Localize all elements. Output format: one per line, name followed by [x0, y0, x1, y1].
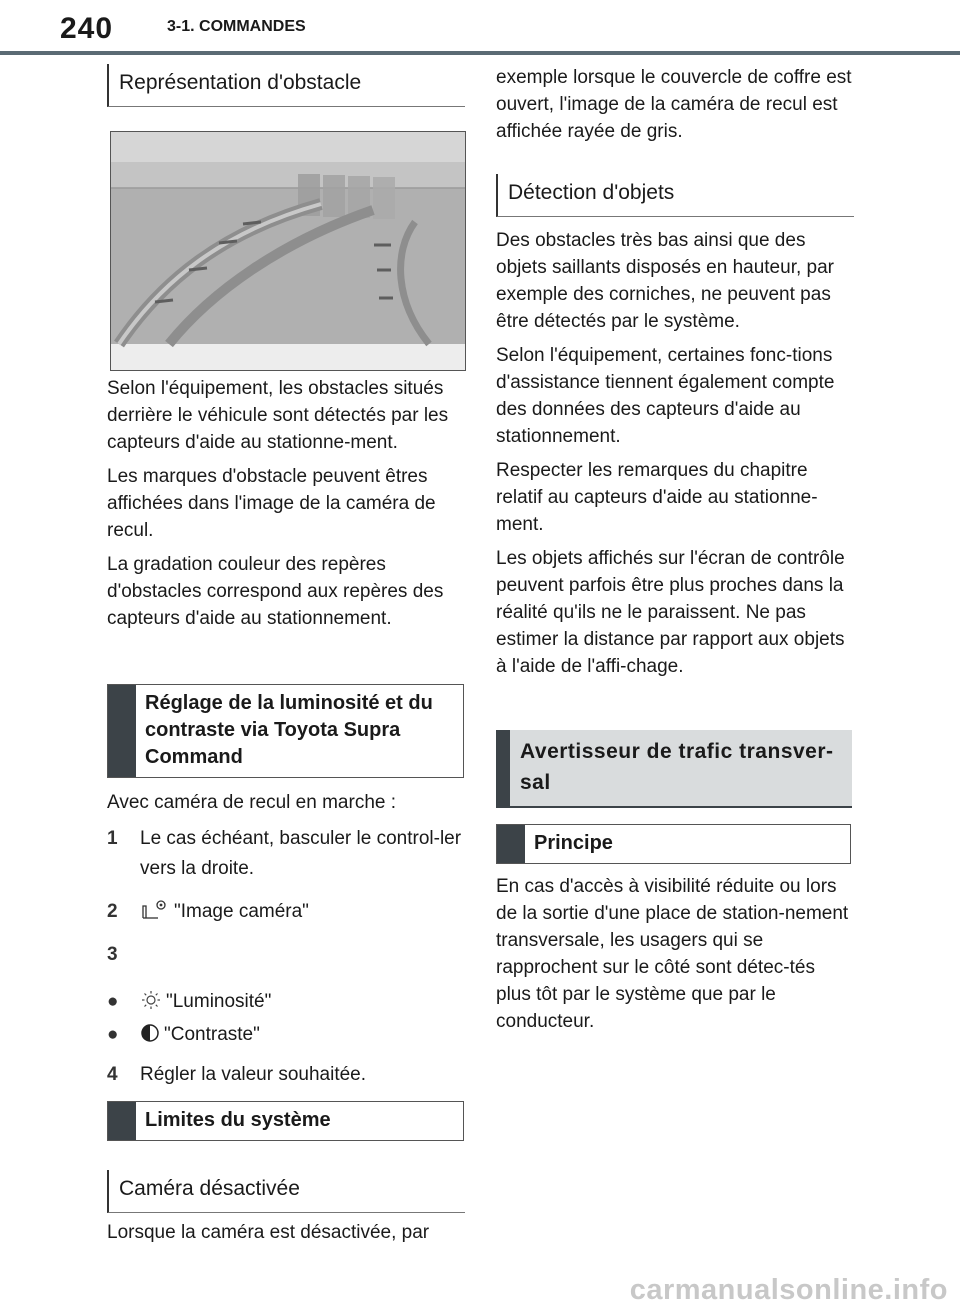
heading-obstacle: Représentation d'obstacle: [107, 64, 465, 107]
paragraph: Respecter les remarques du chapitre relatif au capteurs d'aide au stationne-ment.: [496, 460, 818, 535]
heading-limites: [107, 1101, 464, 1141]
paragraph: exemple lorsque le couvercle de coffre est ouvert, l'image de la caméra de recul est affichée rayée de gris.: [496, 67, 852, 142]
step-text: Régler la valeur souhaitée.: [140, 1064, 367, 1085]
left-tail: [107, 1219, 465, 1253]
sun-icon: [140, 990, 162, 1010]
step-number: 4: [107, 1064, 118, 1085]
watermark: carmanualsonline.info: [629, 1274, 948, 1306]
paragraph: Les objets affichés sur l'écran de contrôle peuvent parfois être plus proches dans la réalité qu'ils ne le paraissent. Ne pas estimer la distance par rapport aux objets à l'aide de l'affi-chage.: [496, 548, 845, 677]
page-number: 240: [60, 12, 114, 45]
paragraph: Selon l'équipement, certaines fonc-tions d'assistance tiennent également compte des données des capteurs d'aide au stationnement.: [496, 345, 835, 447]
step-number: 1: [107, 828, 118, 849]
heading-reglage-text: Réglage de la luminosité et du contraste via Toyota Supra Command: [145, 692, 433, 768]
step-text: "Image caméra": [174, 901, 309, 922]
heading-bar: [108, 685, 136, 777]
right-principe-body: [496, 873, 854, 1042]
paragraph: Les marques d'obstacle peuvent êtres affichées dans l'image de la caméra de recul.: [107, 466, 436, 541]
paragraph: Avec caméra de recul en marche :: [107, 792, 397, 813]
step-number: 2: [107, 901, 118, 922]
heading-principe-wrap: [496, 824, 851, 864]
left-body: [107, 375, 465, 639]
left-column: [107, 64, 465, 107]
heading-avertisseur-text: Avertisseur de trafic transver-sal: [520, 740, 834, 794]
heading-camera-wrap: [107, 1170, 465, 1213]
header-rule: [0, 51, 960, 55]
bullet-text: "Contraste": [164, 1024, 260, 1045]
bullet-dot: ●: [107, 991, 119, 1012]
rear-camera-illustration: [111, 132, 465, 370]
step-4: [107, 1060, 465, 1090]
heading-bar: [497, 825, 525, 863]
step-2: [107, 897, 465, 927]
step-1: [107, 824, 465, 884]
heading-limites-text: Limites du système: [145, 1109, 331, 1131]
step-3: [107, 940, 465, 970]
heading-bar: [108, 1102, 136, 1140]
bullet-dot: ●: [107, 1024, 119, 1045]
heading-principe-text: Principe: [534, 832, 613, 854]
heading-avert-wrap: [496, 730, 852, 808]
step-number: 3: [107, 944, 118, 965]
heading-bar: [496, 730, 510, 806]
heading-limites-wrap: [107, 1101, 464, 1141]
paragraph: En cas d'accès à visibilité réduite ou lors de la sortie d'une place de station-nement transversale, les usagers qui se rapprochent sur le côté sont détec-tés plus tôt par le système que par le conducteur.: [496, 876, 849, 1032]
heading-reglage-wrap: [107, 684, 464, 778]
bullet-text: "Luminosité": [166, 991, 272, 1012]
contrast-icon: [140, 1023, 160, 1043]
heading-reglage: [107, 684, 464, 778]
paragraph: La gradation couleur des repères d'obstacles correspond aux repères des capteurs d'aide au stationnement.: [107, 554, 444, 629]
paragraph: Lorsque la caméra est désactivée, par: [107, 1222, 430, 1243]
bullet-luminosite: [107, 987, 465, 1017]
right-body: [496, 227, 854, 687]
heading-camera-desactivee: Caméra désactivée: [107, 1170, 465, 1213]
right-top: [496, 64, 854, 152]
heading-avertisseur: [496, 730, 852, 808]
camera-image-figure: [110, 131, 466, 371]
paragraph: Des obstacles très bas ainsi que des objets saillants disposés en hauteur, par exemple des corniches, ne peuvent pas être détectés par le système.: [496, 230, 834, 332]
paragraph: Selon l'équipement, les obstacles situés derrière le véhicule sont détectés par les capteurs d'aide au stationne-ment.: [107, 378, 449, 453]
heading-detection-wrap: [496, 174, 854, 217]
camera-settings-icon: [140, 898, 170, 920]
heading-principe: [496, 824, 851, 864]
heading-detection: Détection d'objets: [496, 174, 854, 217]
bullet-contraste: [107, 1020, 465, 1050]
section-title: 3-1. COMMANDES: [167, 18, 306, 35]
procedure: [107, 789, 465, 1090]
step-text: Le cas échéant, basculer le control-ler vers la droite.: [140, 828, 462, 879]
